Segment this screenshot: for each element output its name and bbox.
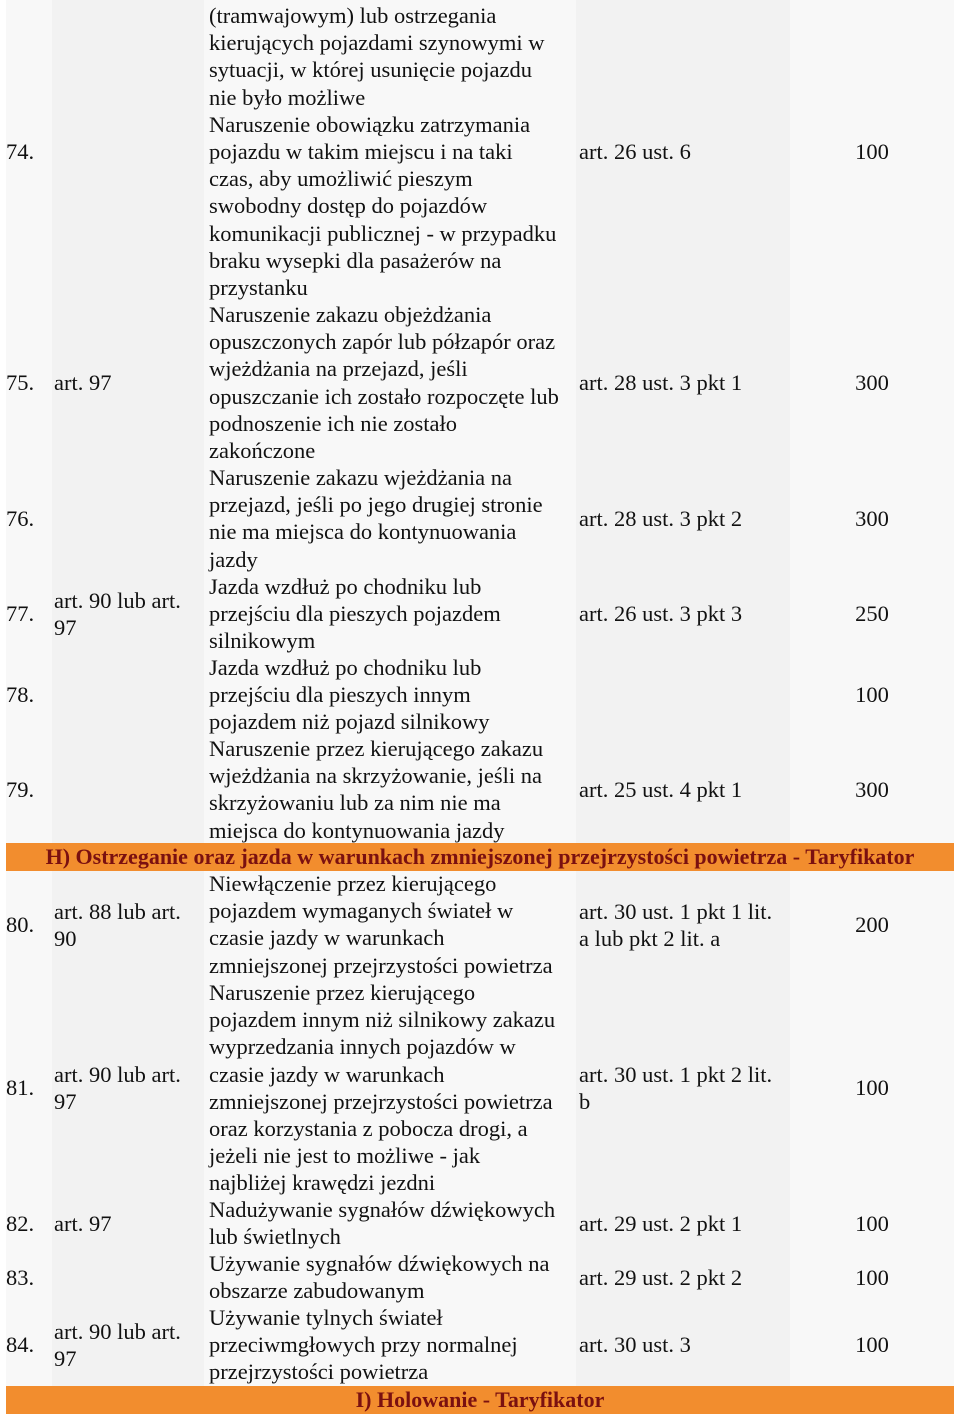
table-row xyxy=(0,2,960,301)
row-number: 78. xyxy=(6,682,35,708)
legal-basis: art. 97 xyxy=(54,370,112,396)
offence-description: Nadużywanie sygnałów dźwiękowych lub świetlnych xyxy=(209,1197,556,1250)
regulation-reference: art. 28 ust. 3 pkt 2 xyxy=(579,506,743,532)
offence-description: (tramwajowym) lub ostrzegania kierujących pojazdami szynowymi w sytuacji, w której usunięcie pojazdu nie było możliwe Naruszenie obowiązku zatrzymania pojazdu w takim miejscu i na taki czas, aby umożliwić pieszym swobodny dostęp do pojazdów komunikacji publicznej - w przypadku braku wysepki dla pasażerów na przystanku xyxy=(209,3,557,301)
row-number: 80. xyxy=(6,912,35,938)
fine-amount: 250 xyxy=(855,601,889,627)
offence-description: Niewłączenie przez kierującego pojazdem wymaganych świateł w czasie jazdy w warunkach zmniejszonej przejrzystości powietrza xyxy=(209,871,553,978)
offence-description: Używanie sygnałów dźwiękowych na obszarze zabudowanym xyxy=(209,1251,550,1304)
fine-amount: 300 xyxy=(855,370,889,396)
legal-basis: art. 97 xyxy=(54,1210,112,1236)
offence-description: Naruszenie zakazu objeżdżania opuszczonych zapór lub półzapór oraz wjeżdżania na przejazd, jeśli opuszczanie ich zostało rozpoczęte lub podnoszenie ich nie zostało zakończone xyxy=(209,302,559,464)
legal-basis: art. 90 lub art. 97 xyxy=(54,1318,181,1371)
regulation-reference: art. 25 ust. 4 pkt 1 xyxy=(579,777,743,803)
legal-basis xyxy=(54,654,202,736)
offence-description: Jazda wzdłuż po chodniku lub przejściu dla pieszych pojazdem silnikowym xyxy=(209,574,501,654)
table-row xyxy=(0,1304,960,1386)
table-row xyxy=(0,1196,960,1251)
regulation-reference: art. 30 ust. 1 pkt 2 lit. b xyxy=(579,1061,773,1114)
table-row xyxy=(0,735,960,845)
fine-amount: 100 xyxy=(855,138,889,164)
table-row xyxy=(0,1250,960,1305)
regulation-reference: art. 30 ust. 1 pkt 1 lit. a lub pkt 2 lit. a xyxy=(579,898,773,951)
legal-basis xyxy=(54,1250,202,1305)
row-number: 75. xyxy=(6,370,35,396)
offence-description: Naruszenie przez kierującego zakazu wjeżdżania na skrzyżowanie, jeśli na skrzyżowaniu lub za nim nie ma miejsca do kontynuowania jazdy xyxy=(209,736,544,843)
fine-amount: 100 xyxy=(855,1264,889,1290)
row-number: 77. xyxy=(6,601,35,627)
regulation-reference xyxy=(579,654,789,736)
fine-amount: 200 xyxy=(855,912,889,938)
regulation-reference: art. 26 ust. 3 pkt 3 xyxy=(579,601,743,627)
offence-description: Naruszenie zakazu wjeżdżania na przejazd, jeśli po jego drugiej stronie nie ma miejsca do kontynuowania jazdy xyxy=(209,465,543,572)
table-row xyxy=(0,301,960,465)
legal-basis: art. 88 lub art. 90 xyxy=(54,898,181,951)
fine-amount: 300 xyxy=(855,506,889,532)
row-number: 79. xyxy=(6,777,35,803)
row-number: 83. xyxy=(6,1264,35,1290)
legal-basis: art. 90 lub art. 97 xyxy=(54,1061,181,1114)
fine-amount: 100 xyxy=(855,1332,889,1358)
regulation-reference: art. 28 ust. 3 pkt 1 xyxy=(579,370,743,396)
legal-basis xyxy=(54,2,202,301)
row-number: 82. xyxy=(6,1210,35,1236)
offence-description: Używanie tylnych świateł przeciwmgłowych przy normalnej przejrzystości powietrza xyxy=(209,1305,518,1385)
table-row xyxy=(0,654,960,736)
row-number: 76. xyxy=(6,506,35,532)
regulation-reference: art. 26 ust. 6 xyxy=(579,138,691,164)
regulation-reference: art. 29 ust. 2 pkt 1 xyxy=(579,1210,743,1236)
table-row xyxy=(0,979,960,1197)
legal-basis xyxy=(54,464,202,574)
table-row xyxy=(0,464,960,574)
regulation-reference: art. 30 ust. 3 xyxy=(579,1332,691,1358)
row-number: 84. xyxy=(6,1332,35,1358)
offence-description: Naruszenie przez kierującego pojazdem innym niż silnikowy zakazu wyprzedzania innych pojazdów w czasie jazdy w warunkach zmniejszonej przejrzystości powietrza oraz korzystania z pobocza drogi, a jeżeli nie jest to możliwe - jak najbliżej krawędzi jezdni xyxy=(209,980,556,1196)
fine-amount: 300 xyxy=(855,777,889,803)
table-row xyxy=(0,573,960,655)
section-header-i: I) Holowanie - Taryfikator xyxy=(6,1386,954,1414)
regulation-reference: art. 29 ust. 2 pkt 2 xyxy=(579,1264,743,1290)
row-number: 74. xyxy=(6,138,35,164)
fine-amount: 100 xyxy=(855,1210,889,1236)
legal-basis xyxy=(54,735,202,845)
fine-amount: 100 xyxy=(855,682,889,708)
row-number: 81. xyxy=(6,1075,35,1101)
table-row xyxy=(0,870,960,980)
legal-basis: art. 90 lub art. 97 xyxy=(54,587,181,640)
offence-description: Jazda wzdłuż po chodniku lub przejściu dla pieszych innym pojazdem niż pojazd silnikowy xyxy=(209,655,490,735)
section-header-h: H) Ostrzeganie oraz jazda w warunkach zmniejszonej przejrzystości powietrza - Taryfikator xyxy=(6,843,954,871)
fine-amount: 100 xyxy=(855,1075,889,1101)
